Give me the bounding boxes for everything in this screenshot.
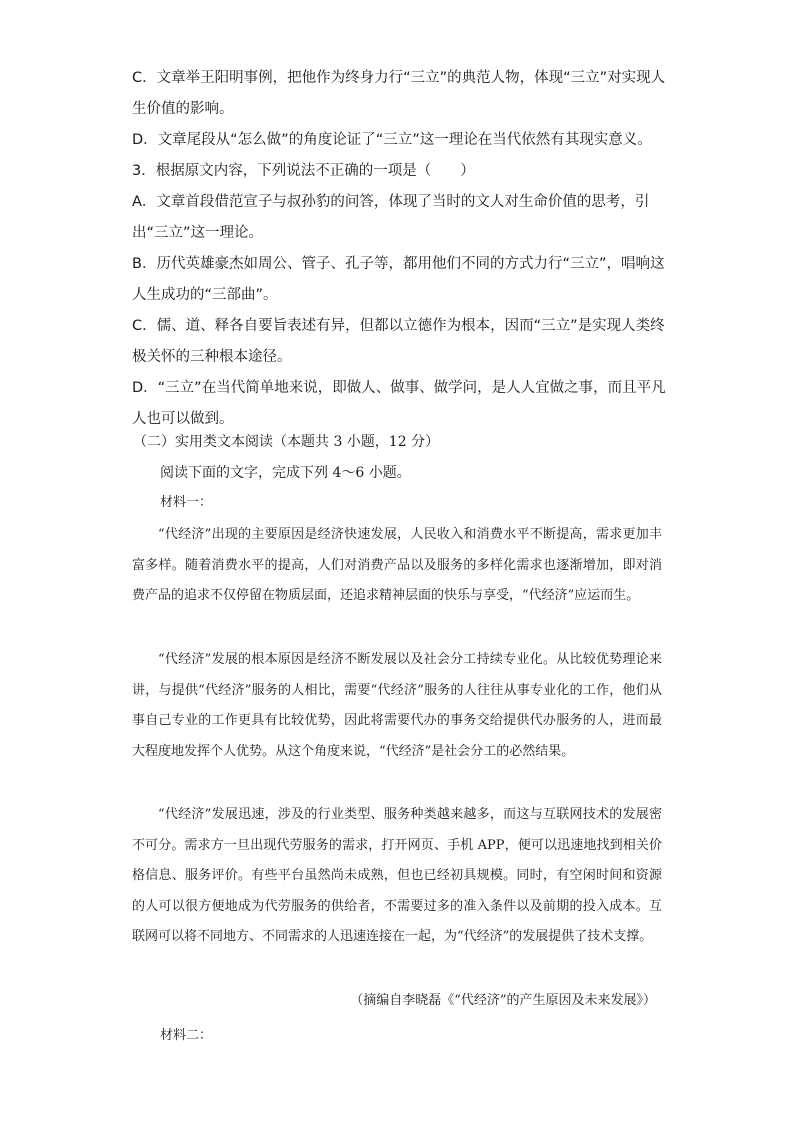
section-lead: 阅读下面的文字，完成下列 4～6 小题。 — [160, 465, 411, 481]
q3-option-d: D．“三立”在当代简单地来说，即做人、做事、做学问，是人人宜做之事，而且平凡人也可以做到。 — [132, 380, 666, 427]
q3-stem: 3．根据原文内容，下列说法不正确的一项是（ ） — [132, 163, 475, 179]
section-heading: （二）实用类文本阅读（本题共 3 小题，12 分） — [133, 434, 440, 450]
material1-paragraph: “代经济”发展的根本原因是经济不断发展以及社会分工持续专业化。从比较优势理论来讲，与提供“代经济”服务的人相比，需要“代经济”服务的人往往从事专业化的工作，他们从事自己专业的工作更具有比较优势，因此将需要代办的事务交给提供代办服务的人，进而最大程度地发挥个人优势。从这个角度来说，“代经济”是社会分工的必然结果。 — [132, 652, 662, 759]
q3-option-a: A．文章首段借范宣子与叔孙豹的问答，体现了当时的文人对生命价值的思考，引出“三立”这一理论。 — [132, 194, 650, 241]
material1-paragraph: “代经济”发展迅速，涉及的行业类型、服务种类越来越多，而这与互联网技术的发展密不可分。需求方一旦出现代劳服务的需求，打开网页、手机 APP，便可以迅速地找到相关价格信息、服务评价。有些平台虽然尚未成熟，但也已经初具规模。同时，有空闲时间和资源的人可以很方便地成为代劳服务的供给者，不需要过多的准入条件以及前期的投入成本。互联网可以将不同地方、不同需求的人迅速连接在一起，为“代经济”的发展提供了技术支撑。 — [132, 807, 662, 944]
material1-source: （摘编自李晓磊《“代经济”的产生原因及未来发展》） — [350, 993, 656, 1008]
material1-paragraph: “代经济”出现的主要原因是经济快速发展，人民收入和消费水平不断提高，需求更加丰富多样。随着消费水平的提高，人们对消费产品以及服务的多样化需求也逐渐增加，即对消费产品的追求不仅停留在物质层面，还追求精神层面的快乐与享受，“代经济”应运而生。 — [132, 527, 662, 603]
q2-option-c: C．文章举王阳明事例，把他作为终身力行“三立”的典范人物，体现“三立”对实现人生价值的影响。 — [132, 70, 666, 117]
q3-option-c: C．儒、道、释各自要旨表述有异，但都以立德作为根本，因而“三立”是实现人类终极关怀的三种根本途径。 — [132, 318, 665, 365]
material1-heading: 材料一： — [160, 495, 213, 510]
material2-heading: 材料二： — [160, 1028, 213, 1043]
q2-option-d: D．文章尾段从“怎么做”的角度论证了“三立”这一理论在当代依然有其现实意义。 — [132, 132, 652, 148]
q3-option-b: B．历代英雄豪杰如周公、管子、孔子等，都用他们不同的方式力行“三立”，唱响这人生成功的“三部曲”。 — [132, 256, 665, 303]
